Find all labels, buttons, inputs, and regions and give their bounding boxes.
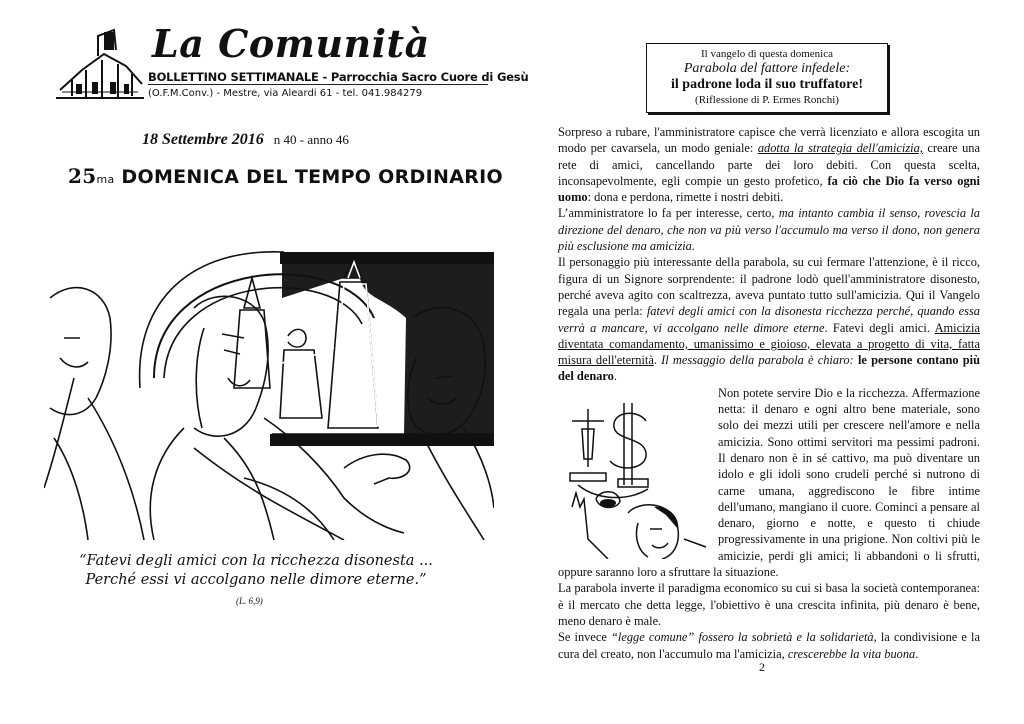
text-run: : dona e perdona, rimette i nostri debiti.: [587, 190, 784, 205]
right-page: [512, 0, 1024, 724]
text-run: .: [915, 646, 919, 661]
text-run: , la condivisione e la cura del creato, non l'accumulo ma l'amicizia,: [558, 630, 980, 661]
text-run: .: [653, 353, 662, 368]
text-run: L’amministratore lo fa per interesse, certo,: [558, 206, 779, 221]
sunday-suffix: ma: [96, 173, 115, 186]
subtitle-bold: BOLLETTINO SETTIMANALE: [148, 70, 319, 84]
church-logo-icon: [52, 26, 148, 106]
issue-number: n 40 - anno 46: [273, 132, 349, 147]
gospel-illustration: [44, 238, 494, 540]
subtitle-rest: - Parrocchia Sacro Cuore di Gesù: [318, 70, 529, 84]
quote-reference: (L. 6,9): [236, 596, 263, 606]
article-paragraph-1: [558, 124, 980, 205]
issue-date: 18 Settembre 2016: [142, 131, 264, 148]
sunday-heading: [68, 164, 503, 188]
text-run-bold: fa ciò che Dio fa verso ogni uomo: [558, 173, 980, 205]
article-body: [558, 124, 980, 662]
parish-address: (O.F.M.Conv.) - Mestre, via Aleardi 61 - tel. 041.984279: [148, 88, 423, 99]
gospel-box: [646, 43, 888, 113]
article-paragraph-2: [558, 205, 980, 254]
bulletin-title: La Comunità: [152, 21, 430, 66]
text-run: . Fatevi degli amici.: [824, 320, 935, 335]
masthead: [52, 21, 529, 110]
text-run-bold: le persone contano più del denaro: [558, 353, 980, 384]
text-run-italic: “legge comune” fossero la sobrietà e la solidarietà: [611, 630, 874, 645]
cross-and-money-illustration: [558, 389, 712, 559]
text-run: creare una rete di amici, cancellando parte dei loro debiti. Con questa scelta, inconsapevolmente, egli compie un gesto profetico,: [558, 141, 980, 188]
text-run-underlined: adotta la strategia dell'amicizia,: [757, 141, 923, 156]
text-run: Il personaggio più interessante della parabola, su cui fermare l'attenzione, è il ricco, figura di un Signore sorprendente: il padrone lodò quell'amministratore disonesto, perché aveva agito con scaltrezza, aveva puntato tutto sull'amicizia. Qui il Vangelo regala una perla:: [558, 255, 980, 319]
article-paragraph-6: [558, 629, 980, 662]
quote-line-1: “Fatevi degli amici con la ricchezza disonesta ...: [79, 553, 433, 569]
text-run-italic: crescerebbe la vita buona: [787, 646, 916, 661]
text-run: Se invece: [558, 630, 612, 645]
text-run-underlined: Amicizia diventata comandamento, umanissimo e gioioso, elevata a progetto di vita, fatta misura dell'eternità: [558, 320, 980, 368]
text-run: Sorpreso a rubare, l'amministratore capisce che verrà licenziato e allora escogita un modo per cavarsela, un modo geniale:: [558, 125, 980, 156]
article-paragraph-3: [558, 254, 980, 384]
gospel-box-intro: Il vangelo di questa domenica: [701, 48, 833, 60]
text-run-italic: fatevi degli amici con la disonesta ricchezza perché, quando essa verrà a mancare, vi accolgano nelle dimore eterne: [558, 304, 980, 335]
text-run: .: [613, 369, 617, 384]
gospel-box-parable: Parabola del fattore infedele:: [683, 61, 851, 76]
text-run-italic: Il messaggio della parabola è chiaro:: [661, 353, 854, 368]
bulletin-subtitle: [148, 70, 528, 84]
article-paragraph-4: [558, 385, 980, 581]
quote-line-2: Perché essi vi accolgano nelle dimore eterne.”: [85, 572, 427, 588]
dateline: [142, 131, 349, 149]
page-number: 2: [759, 660, 765, 674]
gospel-box-headline: il padrone loda il suo truffatore!: [671, 77, 863, 92]
text-run-italic: ma intanto cambia il senso, rovescia la direzione del denaro, che non va più verso l'accumulo ma verso il dono, non genera più esclusione ma amicizia.: [558, 206, 980, 254]
gospel-box-author: (Riflessione di P. Ermes Ronchi): [695, 94, 839, 106]
gospel-quote: [0, 552, 512, 590]
masthead-divider: [148, 84, 488, 85]
sunday-number: 25: [68, 164, 97, 188]
sunday-title: DOMENICA DEL TEMPO ORDINARIO: [121, 166, 503, 188]
text-run: Non potete servire Dio e la ricchezza. Affermazione netta: il denaro e ogni altro bene materiale, sono solo dei mezzi utili per crescere nell'amore e nella amicizia. Sono ottimi servitori ma pessimi padroni. Il denaro non è in sé cattivo, ma può diventare un idolo e gli idoli sono crudeli perché si nutrono di carne umana, aggrediscono le fibre intime dell'umano, mangiano il cuore. Cominci a pensare al denaro, giorno e notte, e questo ti chiude progressivamente in una prigione. Non coltivi più le amicizie, perdi gli amici; li abbandoni o li sfrutti, oppure saranno loro a sfruttare la situazione.: [558, 385, 980, 580]
article-paragraph-5: La parabola inverte il paradigma economico su cui si basa la società contemporanea: è il mercato che detta legge, l'obiettivo è una crescita infinita, più denaro è bene, meno denaro è male.: [558, 581, 980, 628]
